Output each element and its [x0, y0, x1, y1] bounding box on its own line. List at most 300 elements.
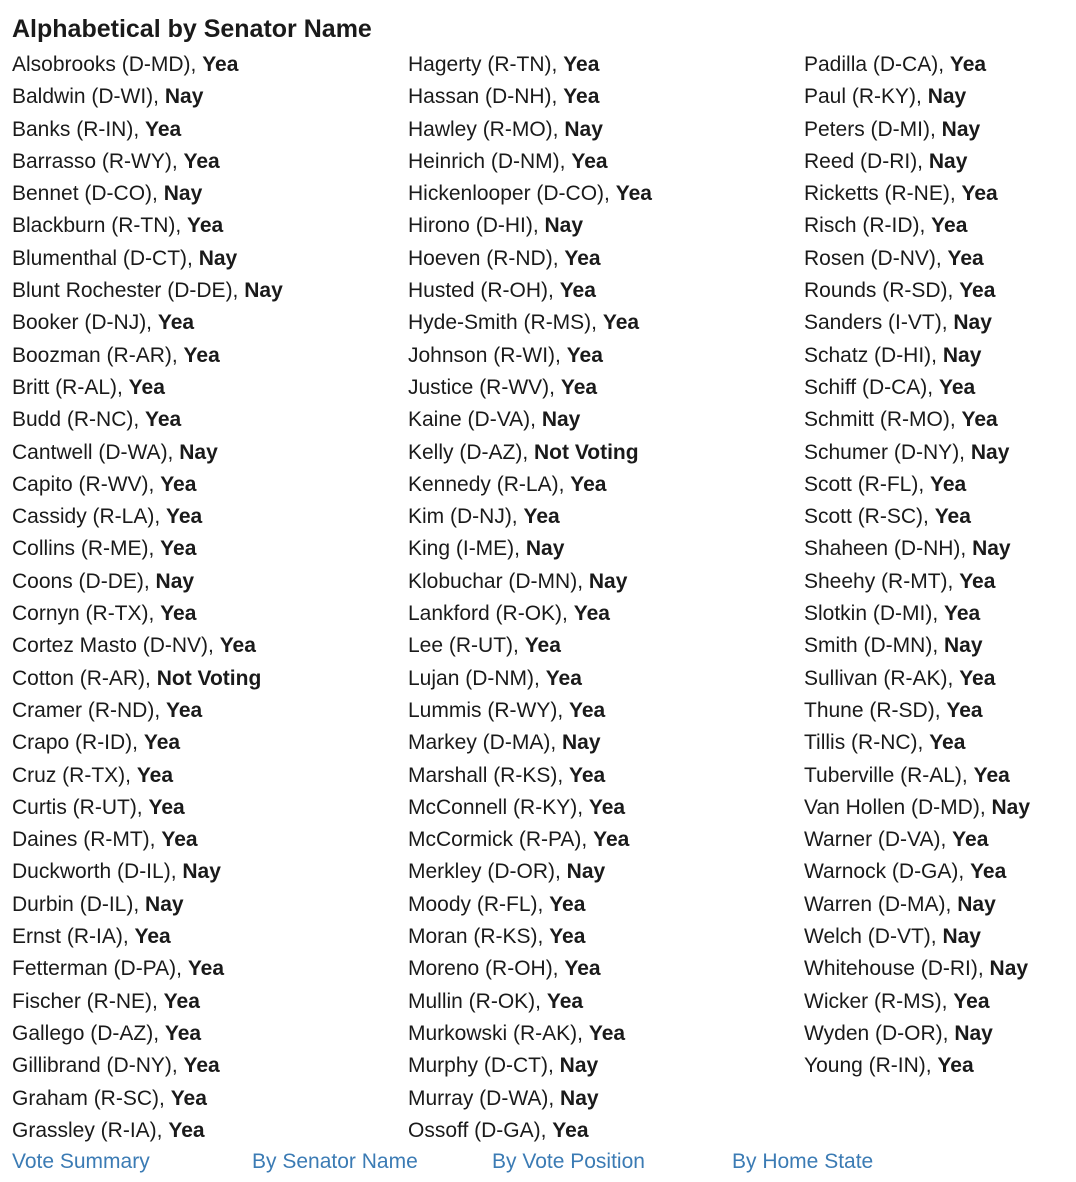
- senator-name-party: Boozman (R-AR),: [12, 343, 184, 367]
- senator-entry: [804, 146, 1076, 178]
- senator-entry: [804, 889, 1076, 921]
- senator-entry: [12, 824, 412, 856]
- senator-name-party: Schiff (D-CA),: [804, 375, 939, 399]
- vote-position: Yea: [953, 989, 990, 1013]
- vote-position: Nay: [970, 440, 1010, 464]
- senator-entry: [804, 598, 1076, 630]
- vote-position: Nay: [942, 343, 982, 367]
- senator-name-party: Blunt Rochester (D-DE),: [12, 279, 245, 303]
- senator-name-party: Mullin (R-OK),: [408, 989, 547, 1013]
- senator-name-party: Kelly (D-AZ),: [408, 440, 534, 464]
- senator-entry: [408, 210, 808, 242]
- senator-name-party: McConnell (R-KY),: [408, 795, 589, 819]
- senator-name-party: Klobuchar (D-MN),: [408, 569, 589, 593]
- senator-entry: [804, 340, 1076, 372]
- senator-name-party: Wicker (R-MS),: [804, 989, 954, 1013]
- senator-name-party: Smith (D-MN),: [804, 634, 944, 658]
- vote-position: Yea: [569, 763, 606, 787]
- senator-entry: [12, 340, 412, 372]
- vote-position: Nay: [566, 860, 606, 884]
- vote-position: Yea: [615, 182, 652, 206]
- senator-name-party: Hassan (D-NH),: [408, 85, 564, 109]
- senator-entry: [408, 1115, 808, 1147]
- vote-position: Yea: [549, 925, 586, 949]
- senator-column-1: [12, 49, 412, 1147]
- vote-position: Nay: [182, 860, 221, 884]
- senator-entry: [804, 953, 1076, 985]
- senator-name-party: McCormick (R-PA),: [408, 828, 594, 852]
- vote-position: Yea: [161, 828, 198, 852]
- senator-entry: [12, 114, 412, 146]
- vote-position: Yea: [938, 375, 976, 399]
- vote-position: Yea: [571, 149, 608, 173]
- senator-name-party: Murkowski (R-AK),: [408, 1021, 589, 1045]
- vote-position: Yea: [166, 505, 203, 529]
- vote-position: Yea: [219, 634, 256, 658]
- senator-name-party: Johnson (R-WI),: [408, 343, 567, 367]
- vote-position: Yea: [944, 602, 981, 626]
- vote-position: Yea: [168, 1118, 205, 1142]
- senator-entry: [804, 695, 1076, 727]
- vote-position: Yea: [143, 731, 181, 755]
- senator-entry: [12, 695, 412, 727]
- senator-entry: [408, 986, 808, 1018]
- senator-entry: [408, 598, 808, 630]
- senator-entry: [408, 533, 808, 565]
- senator-entry: [408, 953, 808, 985]
- senator-entry: [408, 437, 808, 469]
- vote-position: Nay: [944, 634, 983, 658]
- senator-entry: [12, 49, 412, 81]
- senator-entry: [804, 533, 1076, 565]
- vote-position: Nay: [525, 537, 565, 561]
- senator-entry: [408, 695, 808, 727]
- senator-entry: [408, 178, 808, 210]
- vote-position: Yea: [602, 311, 640, 335]
- vote-position: Nay: [179, 440, 218, 464]
- senator-name-party: Kennedy (R-LA),: [408, 472, 571, 496]
- vote-position: Nay: [244, 279, 283, 303]
- senator-name-party: Moreno (R-OH),: [408, 957, 565, 981]
- senator-name-party: Thune (R-SD),: [804, 698, 947, 722]
- vote-position: Yea: [128, 375, 165, 399]
- senator-name-party: Hawley (R-MO),: [408, 117, 565, 141]
- nav-link-by-senator-name[interactable]: By Senator Name: [252, 1150, 418, 1173]
- senator-entry: [408, 630, 808, 662]
- senator-name-party: Lee (R-UT),: [408, 634, 525, 658]
- senator-entry: [408, 81, 808, 113]
- vote-position: Yea: [929, 731, 966, 755]
- senator-entry: [408, 275, 808, 307]
- vote-position: Yea: [563, 53, 600, 76]
- senator-column-3: [804, 49, 1076, 1083]
- senator-entry: [12, 1050, 412, 1082]
- senator-entry: [804, 81, 1076, 113]
- senator-name-party: Merkley (D-OR),: [408, 860, 567, 884]
- senator-name-party: Fetterman (D-PA),: [12, 957, 188, 981]
- vote-position: Yea: [524, 634, 561, 658]
- vote-position: Yea: [546, 989, 584, 1013]
- senator-name-party: Moody (R-FL),: [408, 892, 550, 916]
- senator-name-party: Ossoff (D-GA),: [408, 1118, 553, 1142]
- senator-entry: [12, 1018, 412, 1050]
- vote-position: Nay: [164, 85, 204, 109]
- nav-link-by-vote-position[interactable]: By Vote Position: [492, 1150, 645, 1173]
- senator-entry: [804, 921, 1076, 953]
- nav-link-vote-summary[interactable]: Vote Summary: [12, 1150, 150, 1173]
- senator-name-party: Young (R-IN),: [804, 1054, 938, 1078]
- senator-name-party: Van Hollen (D-MD),: [804, 795, 992, 819]
- senator-name-party: Cotton (R-AR),: [12, 666, 157, 690]
- senator-entry: [408, 114, 808, 146]
- senator-entry: [12, 243, 412, 275]
- vote-position: Nay: [564, 117, 603, 141]
- vote-position: Nay: [155, 569, 195, 593]
- senator-name-party: Schatz (D-HI),: [804, 343, 943, 367]
- senator-name-party: Crapo (R-ID),: [12, 731, 144, 755]
- senator-entry: [804, 114, 1076, 146]
- senator-name-party: Blumenthal (D-CT),: [12, 246, 199, 270]
- senator-name-party: Britt (R-AL),: [12, 375, 129, 399]
- senator-name-party: Fischer (R-NE),: [12, 989, 164, 1013]
- vote-position: Nay: [953, 311, 992, 335]
- senator-name-party: Rounds (R-SD),: [804, 279, 960, 303]
- senator-name-party: Murphy (D-CT),: [408, 1054, 560, 1078]
- senator-entry: [804, 501, 1076, 533]
- vote-position: Yea: [187, 957, 225, 981]
- senator-name-party: Moran (R-KS),: [408, 925, 550, 949]
- vote-position: Yea: [157, 311, 195, 335]
- page-title: Alphabetical by Senator Name: [12, 15, 372, 43]
- senator-entry: [12, 275, 412, 307]
- vote-position: Yea: [552, 1118, 589, 1142]
- vote-position: Yea: [563, 85, 600, 109]
- vote-position: Nay: [942, 925, 981, 949]
- senator-name-party: Whitehouse (D-RI),: [804, 957, 990, 981]
- senator-entry: [408, 501, 808, 533]
- vote-position: Nay: [989, 957, 1029, 981]
- senator-entry: [408, 566, 808, 598]
- vote-position: Yea: [573, 602, 610, 626]
- senator-name-party: Cornyn (R-TX),: [12, 602, 161, 626]
- senator-name-party: Risch (R-ID),: [804, 214, 932, 238]
- senator-entry: [12, 437, 412, 469]
- senator-entry: [804, 275, 1076, 307]
- vote-position: Yea: [961, 182, 998, 206]
- senator-entry: [12, 501, 412, 533]
- vote-position: Yea: [183, 1054, 220, 1078]
- senator-entry: [408, 340, 808, 372]
- senator-entry: [12, 469, 412, 501]
- senator-entry: [408, 727, 808, 759]
- vote-position: Yea: [970, 860, 1007, 884]
- senator-entry: [12, 1083, 412, 1115]
- senator-name-party: Sheehy (R-MT),: [804, 569, 960, 593]
- senator-name-party: Markey (D-MA),: [408, 731, 562, 755]
- vote-position: Yea: [930, 472, 967, 496]
- vote-position: Yea: [569, 698, 606, 722]
- senator-entry: [408, 663, 808, 695]
- vote-position: Yea: [545, 666, 582, 690]
- vote-position: Yea: [949, 53, 987, 76]
- senator-entry: [804, 178, 1076, 210]
- vote-position: Not Voting: [534, 440, 639, 464]
- senator-name-party: Husted (R-OH),: [408, 279, 560, 303]
- senator-name-party: Sullivan (R-AK),: [804, 666, 960, 690]
- vote-position: Yea: [160, 472, 197, 496]
- vote-position: Yea: [163, 989, 200, 1013]
- senator-entry: [408, 824, 808, 856]
- vote-position: Nay: [927, 85, 967, 109]
- senator-entry: [804, 1018, 1076, 1050]
- senator-name-party: Daines (R-MT),: [12, 828, 162, 852]
- vote-position: Yea: [170, 1086, 207, 1110]
- senator-name-party: Schmitt (R-MO),: [804, 408, 962, 432]
- senator-entry: [12, 889, 412, 921]
- senator-entry: [408, 1083, 808, 1115]
- senator-name-party: Cramer (R-ND),: [12, 698, 166, 722]
- vote-position: Nay: [972, 537, 1011, 561]
- senator-name-party: Duckworth (D-IL),: [12, 860, 183, 884]
- senator-entry: [12, 81, 412, 113]
- senator-name-party: Paul (R-KY),: [804, 85, 928, 109]
- vote-position: Nay: [145, 892, 184, 916]
- vote-position: Nay: [198, 246, 238, 270]
- vote-position: Not Voting: [156, 666, 262, 690]
- vote-position: Yea: [931, 214, 968, 238]
- senator-name-party: Rosen (D-NV),: [804, 246, 948, 270]
- senator-entry: [12, 792, 412, 824]
- senator-name-party: Scott (R-SC),: [804, 505, 935, 529]
- vote-position: Yea: [588, 1021, 626, 1045]
- senator-name-party: Lummis (R-WY),: [408, 698, 569, 722]
- senator-name-party: Gallego (D-AZ),: [12, 1021, 165, 1045]
- senator-name-party: Shaheen (D-NH),: [804, 537, 973, 561]
- vote-position: Yea: [959, 569, 996, 593]
- vote-position: Yea: [560, 375, 598, 399]
- senator-entry: [408, 1018, 808, 1050]
- vote-position: Yea: [952, 828, 989, 852]
- senator-entry: [804, 307, 1076, 339]
- nav-link-by-home-state[interactable]: By Home State: [732, 1150, 874, 1173]
- senator-entry: [408, 49, 808, 81]
- senator-entry: [12, 372, 412, 404]
- senator-entry: [804, 824, 1076, 856]
- senator-entry: [12, 986, 412, 1018]
- senator-name-party: Cruz (R-TX),: [12, 763, 137, 787]
- senator-column-2: [408, 49, 808, 1147]
- vote-position: Yea: [588, 795, 626, 819]
- senator-entry: [804, 630, 1076, 662]
- vote-position: Yea: [961, 408, 998, 432]
- senator-name-party: Bennet (D-CO),: [12, 182, 164, 206]
- senator-name-party: Wyden (D-OR),: [804, 1021, 955, 1045]
- senator-entry: [804, 437, 1076, 469]
- vote-position: Yea: [566, 343, 603, 367]
- vote-position: Nay: [991, 795, 1031, 819]
- vote-position: Yea: [937, 1054, 974, 1078]
- senator-name-party: Murray (D-WA),: [408, 1086, 561, 1110]
- senator-name-party: Coons (D-DE),: [12, 569, 156, 593]
- senator-entry: [408, 146, 808, 178]
- senator-entry: [12, 1115, 412, 1147]
- vote-position: Yea: [145, 117, 182, 141]
- senator-name-party: Gillibrand (D-NY),: [12, 1054, 184, 1078]
- vote-position: Nay: [541, 408, 581, 432]
- senator-entry: [804, 566, 1076, 598]
- senator-name-party: Sanders (I-VT),: [804, 311, 954, 335]
- senator-name-party: Ernst (R-IA),: [12, 925, 135, 949]
- senator-entry: [804, 210, 1076, 242]
- vote-position: Yea: [145, 408, 182, 432]
- senator-name-party: Budd (R-NC),: [12, 408, 146, 432]
- senator-entry: [804, 49, 1076, 81]
- senator-entry: [408, 307, 808, 339]
- vote-position: Yea: [202, 53, 239, 76]
- senator-name-party: Lankford (R-OK),: [408, 602, 574, 626]
- vote-position: Yea: [559, 279, 596, 303]
- vote-position: Yea: [947, 246, 984, 270]
- senator-name-party: Graham (R-SC),: [12, 1086, 171, 1110]
- senator-entry: [408, 760, 808, 792]
- senator-entry: [12, 727, 412, 759]
- vote-position: Yea: [549, 892, 586, 916]
- senator-name-party: Warner (D-VA),: [804, 828, 953, 852]
- senator-name-party: Kaine (D-VA),: [408, 408, 542, 432]
- senator-name-party: Blackburn (R-TN),: [12, 214, 188, 238]
- senator-entry: [804, 372, 1076, 404]
- senator-entry: [12, 598, 412, 630]
- senator-name-party: Hyde-Smith (R-MS),: [408, 311, 603, 335]
- vote-position: Nay: [588, 569, 628, 593]
- senator-name-party: Durbin (D-IL),: [12, 892, 146, 916]
- senator-entry: [804, 792, 1076, 824]
- senator-name-party: King (I-ME),: [408, 537, 526, 561]
- senator-entry: [804, 986, 1076, 1018]
- vote-position: Yea: [570, 472, 607, 496]
- senator-name-party: Capito (R-WV),: [12, 472, 161, 496]
- vote-position: Yea: [148, 795, 185, 819]
- senator-entry: [408, 243, 808, 275]
- vote-position: Yea: [973, 763, 1010, 787]
- senator-name-party: Barrasso (R-WY),: [12, 149, 184, 173]
- senator-name-party: Marshall (R-KS),: [408, 763, 570, 787]
- senator-name-party: Cortez Masto (D-NV),: [12, 634, 220, 658]
- senator-entry: [408, 856, 808, 888]
- senator-entry: [804, 1050, 1076, 1082]
- senator-name-party: Hickenlooper (D-CO),: [408, 182, 616, 206]
- senator-entry: [804, 760, 1076, 792]
- senator-entry: [12, 178, 412, 210]
- senator-name-party: Warnock (D-GA),: [804, 860, 971, 884]
- senator-entry: [12, 760, 412, 792]
- vote-position: Yea: [934, 505, 971, 529]
- senator-entry: [804, 469, 1076, 501]
- vote-position: Nay: [954, 1021, 993, 1045]
- vote-position: Yea: [959, 666, 996, 690]
- vote-position: Nay: [562, 731, 601, 755]
- senator-name-party: Schumer (D-NY),: [804, 440, 971, 464]
- senator-name-party: Alsobrooks (D-MD),: [12, 53, 203, 76]
- senator-name-party: Tuberville (R-AL),: [804, 763, 974, 787]
- vote-position: Yea: [564, 246, 601, 270]
- senator-entry: [12, 921, 412, 953]
- senator-name-party: Collins (R-ME),: [12, 537, 161, 561]
- senator-name-party: Peters (D-MI),: [804, 117, 942, 141]
- senator-name-party: Lujan (D-NM),: [408, 666, 546, 690]
- senator-name-party: Hagerty (R-TN),: [408, 53, 564, 76]
- senator-entry: [804, 727, 1076, 759]
- vote-position: Nay: [957, 892, 996, 916]
- senator-name-party: Justice (R-WV),: [408, 375, 561, 399]
- senator-name-party: Warren (D-MA),: [804, 892, 958, 916]
- vote-position: Yea: [134, 925, 171, 949]
- vote-position: Yea: [164, 1021, 202, 1045]
- vote-position: Nay: [941, 117, 981, 141]
- senator-entry: [12, 566, 412, 598]
- senator-entry: [804, 856, 1076, 888]
- senator-entry: [804, 663, 1076, 695]
- senator-entry: [408, 921, 808, 953]
- senator-name-party: Banks (R-IN),: [12, 117, 146, 141]
- vote-position: Yea: [160, 537, 197, 561]
- senator-name-party: Kim (D-NJ),: [408, 505, 524, 529]
- senator-entry: [12, 307, 412, 339]
- senator-entry: [12, 404, 412, 436]
- vote-position: Nay: [928, 149, 968, 173]
- senator-name-party: Baldwin (D-WI),: [12, 85, 165, 109]
- vote-nav: [12, 1146, 1072, 1178]
- senator-entry: [12, 663, 412, 695]
- vote-position: Nay: [559, 1054, 599, 1078]
- senator-name-party: Cantwell (D-WA),: [12, 440, 180, 464]
- vote-position: Yea: [160, 602, 197, 626]
- senator-entry: [804, 243, 1076, 275]
- vote-position: Yea: [523, 505, 560, 529]
- senator-entry: [408, 889, 808, 921]
- senator-entry: [12, 210, 412, 242]
- senator-entry: [12, 856, 412, 888]
- vote-position: Yea: [183, 149, 220, 173]
- senator-entry: [408, 404, 808, 436]
- senator-name-party: Ricketts (R-NE),: [804, 182, 962, 206]
- senator-vote-list: [12, 49, 1072, 1149]
- senator-entry: [804, 404, 1076, 436]
- senator-name-party: Padilla (D-CA),: [804, 53, 950, 76]
- senator-name-party: Booker (D-NJ),: [12, 311, 158, 335]
- senator-name-party: Tillis (R-NC),: [804, 731, 930, 755]
- vote-position: Nay: [544, 214, 584, 238]
- vote-position: Nay: [560, 1086, 599, 1110]
- senator-name-party: Curtis (R-UT),: [12, 795, 149, 819]
- senator-entry: [12, 146, 412, 178]
- senator-entry: [12, 533, 412, 565]
- senator-entry: [408, 1050, 808, 1082]
- senator-entry: [408, 792, 808, 824]
- senator-name-party: Welch (D-VT),: [804, 925, 943, 949]
- senator-name-party: Hirono (D-HI),: [408, 214, 545, 238]
- vote-position: Yea: [959, 279, 996, 303]
- vote-position: Yea: [564, 957, 601, 981]
- senator-name-party: Grassley (R-IA),: [12, 1118, 169, 1142]
- senator-entry: [12, 953, 412, 985]
- senator-entry: [12, 630, 412, 662]
- senator-entry: [408, 469, 808, 501]
- vote-position: Yea: [187, 214, 224, 238]
- senator-name-party: Heinrich (D-NM),: [408, 149, 572, 173]
- senator-name-party: Cassidy (R-LA),: [12, 505, 167, 529]
- vote-position: Yea: [946, 698, 983, 722]
